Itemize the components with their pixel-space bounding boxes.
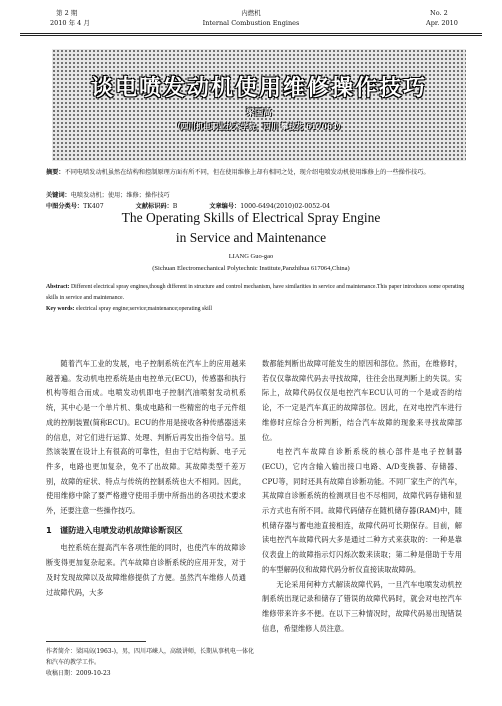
- title-en-line-2: in Service and Maintenance: [175, 230, 327, 245]
- running-header: [0, 9, 502, 35]
- issue-label: 第 2 期: [56, 9, 78, 17]
- month-label: Apr. 2010: [426, 19, 458, 27]
- author-bio: 作者简介：梁国高(1963-)，男，四川邛崃人，高级讲师，长期从事机电一体化和汽车的教学工作。: [46, 648, 254, 666]
- journal-name-en: Internal Combustion Engines: [202, 19, 300, 27]
- body-paragraph: 随着汽车工业的发展，电子控制系统在汽车上的应用越来越普遍。发动机电控系统是由电控单元(ECU)，传感器和执行机构等组合而成。电喷发动机即电子控制汽油喷射发动机系统，其中心是一个单片机、集成电路和一些精密的电子元件组成的控制装置(简称ECU)。ECU的作用是接收各种传感器送来的信息，对它们进行运算、处理、判断后再发出指令信号。虽然该装置在设计上有很高的可靠性，但由于它结构新、电子元件多，电路也更加复杂，免不了出故障。其故障类型千差万别，故障的症状、特点与传统的控制系统也大不相同。因此，使用维修中除了要严格遵守使用手册中所指出的各项技术要求外，还要注意一些操作技巧。: [46, 359, 246, 516]
- keywords-cn-text: 电喷发动机；使用；维修；操作技巧: [70, 192, 170, 199]
- affiliation-cn: （四川机电职业技术学院，四川 攀枝花 617064）: [173, 122, 345, 131]
- author-name-cn: 梁国高: [246, 108, 272, 118]
- doc-code-value: B: [172, 203, 178, 210]
- abstract-cn-label: 摘要：: [46, 169, 65, 176]
- keywords-cn-label: 关键词：: [46, 192, 71, 199]
- number-label: No. 2: [430, 9, 448, 17]
- abstract-en-text: Different electrical spray engines,though different in structure and control mechanism, have similarities in service and maintenance.This paper introduces some operating skills in service and maintenance.: [46, 284, 465, 301]
- body-paragraph: 数都能判断出故障可能发生的原因和部位。然而，在维修时，若仅仅靠故障代码去寻找故障，往往会出现判断上的失误。实际上，故障代码仅仅是电控汽车ECU认可的一个是或否的结论，不一定是汽车真正的故障部位。因此，在对电控汽车进行维修时应综合分析判断，结合汽车故障的现象来寻找故障部位。: [262, 359, 462, 442]
- received-date: 收稿日期：2009-10-23: [46, 670, 111, 677]
- author-name-en: LIANG Guo-gao: [228, 253, 274, 260]
- footnote-rule: [46, 641, 146, 642]
- date-label: 2010 年 4 月: [50, 19, 90, 27]
- abstract-en: [46, 282, 466, 315]
- body-paragraph: 电控汽车故障自诊断系统的核心部件是电子控制器(ECU)，它内含输入输出接口电路、A/D变换器、存储器、CPU等，同时还具有故障自诊断功能。不同厂家生产的汽车，其故障自诊断系统的检测项目也不尽相同，故障代码存储和显示方式也有所不同。故障代码储存在随机储存器(RAM)中，随机储存器与蓄电池直接相连，故障代码可长期保存。目前，解读电控汽车故障代码大多是通过二种方式来获取的：一种是靠仪表盘上的故障指示灯闪烁次数来读取；第二种是借助于专用的车型解码仪和故障代码分析仪直接读取故障码。: [262, 447, 462, 574]
- keywords-en-text: electrical spray engine;service;maintenance;operating skill: [75, 306, 212, 312]
- body-column-left: [46, 357, 246, 600]
- body-paragraph: 无论采用何种方式解读故障代码，一旦汽车电喷发动机控制系统出现记录和储存了错误的故障代码时，就会对电控汽车维修带来许多不便。在以下三种情况时，故障代码易出现错误信息，希望维修人员注意。: [262, 579, 462, 633]
- affiliation-en: (Sichuan Electromechanical Polytechnic Institute,Panzhihua 617064,China): [152, 265, 350, 272]
- body-column-right: [262, 357, 462, 636]
- journal-name-cn: 内燃机: [241, 9, 261, 17]
- article-no-value: 1000-6494(2010)02-0052-04: [240, 203, 331, 210]
- article-title-cn: 谈电喷发动机使用维修操作技巧: [90, 76, 427, 101]
- title-en-line-1: The Operating Skills of Electrical Spray Engine: [121, 210, 381, 225]
- footnote: [46, 646, 258, 679]
- header-rule-top: [20, 33, 482, 34]
- clc-value: TK407: [83, 203, 104, 210]
- abstract-cn: [46, 167, 476, 178]
- article-no-label: 文章编号：: [209, 203, 241, 210]
- clc-label: 中图分类号：: [46, 203, 84, 210]
- keywords-cn: [46, 190, 476, 201]
- abstract-en-label: Abstract:: [46, 284, 70, 290]
- doc-code-label: 文献标识码：: [135, 203, 173, 210]
- abstract-cn-text: 不同电喷发动机虽然在结构和控制原理方面有所不同，但在使用维修上却有相同之处，现介绍电喷发动机使用维修上的一些操作技巧。: [64, 169, 430, 176]
- title-banner: [52, 49, 466, 161]
- section-heading: 1 谨防进入电喷发动机故障诊断误区: [46, 524, 183, 535]
- keywords-en-label: Key words:: [46, 306, 75, 312]
- body-paragraph: 电控系统在提高汽车各项性能的同时，也使汽车的故障诊断变得更加复杂起来。汽车故障自诊断系统的应用开发，对于及时发现故障以及故障维修提供了方便。虽然汽车维修人员通过故障代码，大多: [46, 543, 246, 597]
- article-title-en: [0, 208, 502, 248]
- header-rule-bottom: [20, 35, 482, 36]
